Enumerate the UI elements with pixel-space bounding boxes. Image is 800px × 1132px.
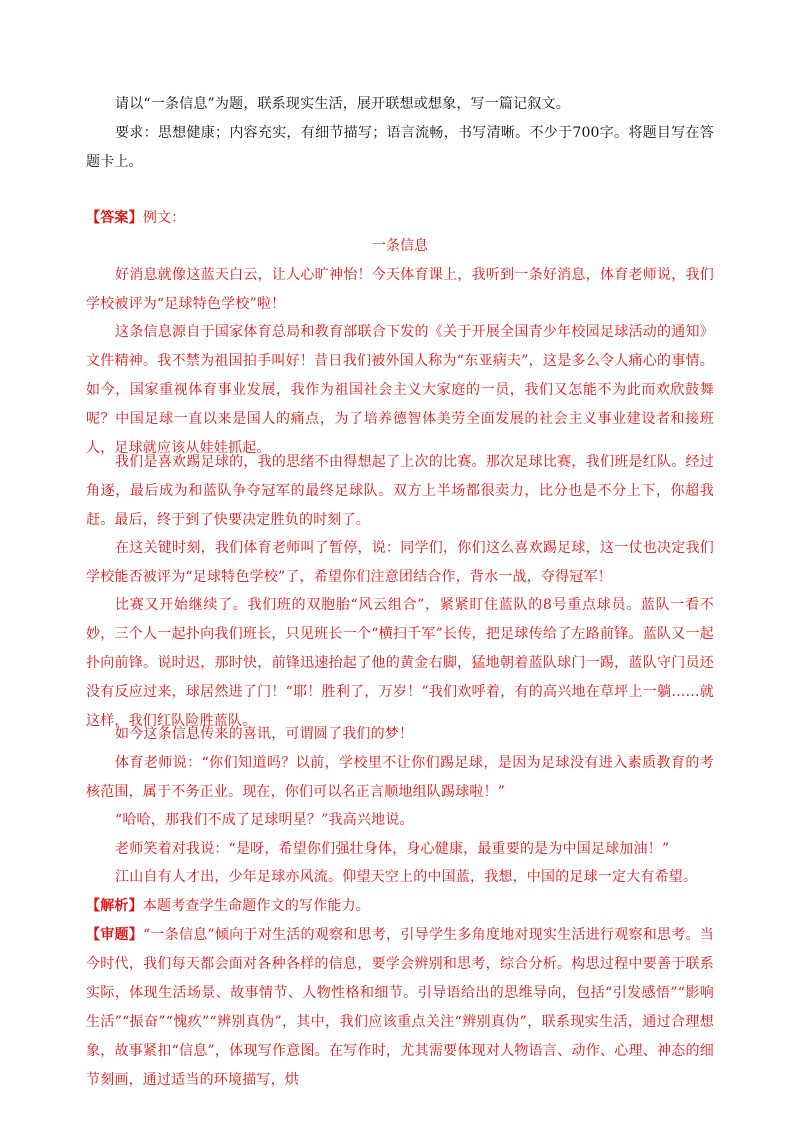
essay-paragraph-9: 老师笑着对我说：“是呀，希望你们强壮身体，身心健康，最重要的是为中国足球加油！” bbox=[115, 841, 670, 857]
answer-label: 【答案】 bbox=[86, 210, 143, 226]
review-text: “一条信息”倾向于对生活的观察和思考，引导学生多角度地对现实生活进行观察和思考。当今时代，我们每天都会面对各种各样的信息，要学会辨别和思考，综合分析。构思过程中要善于联系实际，体现生活场景、故事情节、人物性格和细节。引导语给出的思维导向，包括“引发感悟”“影响生活”“振奋”“愧疚”“辨别真伪”，其中，我们应该重点关注“辨别真伪”，联系现实生活，通过合理想象，故事紧扣“信息”，体现写作意图。在写作时，尤其需要体现对人物语言、动作、心理、神态的细节刻画，通过适当的环境描写，烘 bbox=[86, 927, 714, 1088]
analysis-text: 本题考查学生命题作文的写作能力。 bbox=[142, 898, 371, 914]
essay-paragraph-1: 好消息就像这蓝天白云，让人心旷神怡！今天体育课上，我听到一条好消息，体育老师说，我们学校被评为“足球特色学校”啦！ bbox=[86, 267, 714, 312]
prompt-line-1: 请以“一条信息”为题，联系现实生活，展开联想或想象，写一篇记叙文。 bbox=[115, 96, 570, 112]
answer-label-suffix: 例文： bbox=[142, 210, 186, 226]
essay-paragraph-5: 比赛又开始继续了。我们班的双胞胎“风云组合”，紧紧盯住蓝队的8号重点球员。蓝队一看不妙，三个人一起扑向我们班长，只见班长一个“横扫千军”长传，把足球传给了左路前锋。蓝队又一起扑向前锋。说时迟，那时快，前锋迅速抬起了他的黄金右脚，猛地朝着蓝队球门一踢，蓝队守门员还没有反应过来，球居然进了门！“耶！胜利了，万岁！”我们欢呼着，有的高兴地在草坪上一躺……就这样，我们红队险胜蓝队。 bbox=[86, 597, 714, 729]
essay-paragraph-6: 如今这条信息传来的喜讯，可谓圆了我们的梦！ bbox=[115, 726, 414, 742]
essay-paragraph-2: 这条信息源自于国家体育总局和教育部联合下发的《关于开展全国青少年校园足球活动的通知》文件精神。我不禁为祖国拍手叫好！昔日我们被外国人称为“东亚病夫”，这是多么令人痛心的事情。如今，国家重视体育事业发展，我作为祖国社会主义大家庭的一员，我们又怎能不为此而欢欣鼓舞呢？中国足球一直以来是国人的痛点，为了培养德智体美劳全面发展的社会主义事业建设者和接班人，足球就应该从娃娃抓起。 bbox=[86, 324, 714, 456]
answer-heading bbox=[86, 204, 714, 233]
prompt-line-2: 要求：思想健康；内容充实，有细节描写；语言流畅，书写清晰。不少于700字。将题目写在答题卡上。 bbox=[86, 125, 714, 170]
essay-paragraph-8: “哈哈，那我们不成了足球明星？”我高兴地说。 bbox=[115, 812, 414, 828]
analysis-label: 【解析】 bbox=[86, 898, 143, 914]
review-label: 【审题】 bbox=[86, 927, 144, 943]
essay-paragraph-7: 体育老师说：“你们知道吗？以前，学校里不让你们踢足球，是因为足球没有进入素质教育的考核范围，属于不务正业。现在，你们可以名正言顺地组队踢球啦！” bbox=[86, 755, 714, 800]
essay-paragraph-10: 江山自有人才出，少年足球亦风流。仰望天空上的中国蓝，我想，中国的足球一定大有希望。 bbox=[115, 869, 698, 885]
review-section bbox=[86, 921, 714, 1095]
essay-paragraph-4: 在这关键时刻，我们体育老师叫了暂停，说：同学们，你们这么喜欢踢足球，这一仗也决定我们学校能否被评为“足球特色学校”了，希望你们注意团结合作，背水一战，夺得冠军！ bbox=[86, 540, 714, 585]
analysis-section bbox=[86, 892, 714, 921]
essay-title: 一条信息 bbox=[372, 238, 428, 254]
essay-paragraph-3: 我们是喜欢踢足球的，我的思绪不由得想起了上次的比赛。那次足球比赛，我们班是红队。经过角逐，最后成为和蓝队争夺冠军的最终足球队。双方上半场都很卖力，比分也是不分上下，你超我赶。最后，终于到了快要决定胜负的时刻了。 bbox=[86, 454, 714, 528]
